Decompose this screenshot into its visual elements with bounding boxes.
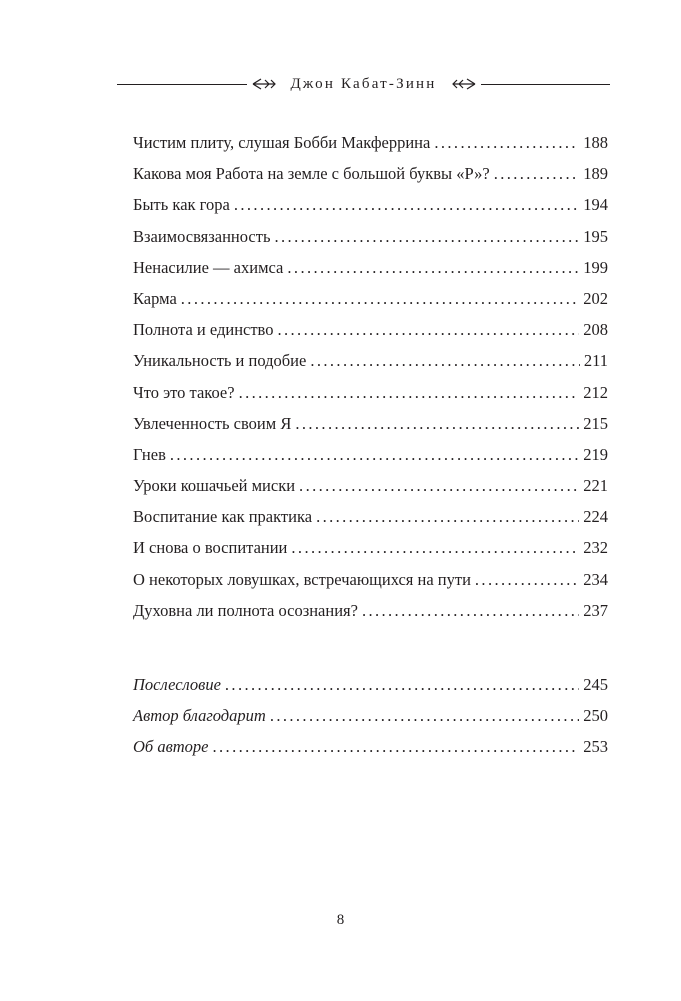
toc-dot-leader	[225, 675, 579, 695]
toc-dot-leader	[295, 414, 579, 434]
header-rule-right	[481, 84, 611, 85]
toc-dot-leader	[181, 289, 579, 309]
toc-dot-leader	[239, 383, 580, 403]
toc-dot-leader	[475, 570, 579, 590]
toc-entry[interactable]	[133, 164, 608, 195]
toc-entry-page: 250	[583, 706, 608, 726]
toc-backmatter-list	[133, 675, 608, 769]
toc-entry[interactable]	[133, 675, 608, 706]
left-arrow-ornament-icon	[251, 76, 277, 92]
toc-entry-page: 253	[583, 737, 608, 757]
toc-entry-title: Карма	[133, 288, 177, 308]
toc-entry-page: 208	[583, 320, 608, 340]
toc-dot-leader	[287, 258, 579, 278]
running-header	[117, 72, 610, 96]
toc-entry-title: Уникальность и подобие	[133, 351, 307, 371]
toc-entry-page: 215	[583, 413, 608, 433]
toc-entry-page: 221	[583, 476, 608, 496]
toc-dot-leader	[434, 133, 579, 153]
toc-entry-title: Автор благодарит	[133, 706, 266, 726]
toc-entry-page: 202	[583, 288, 608, 308]
running-header-author: Джон Кабат-Зинн	[290, 75, 437, 92]
toc-entry-title: Чистим плиту, слушая Бобби Макферрина	[133, 133, 431, 152]
toc-entry-title: Об авторе	[133, 737, 209, 757]
toc-entry[interactable]	[133, 706, 608, 737]
toc-entry[interactable]	[133, 227, 608, 258]
toc-entry[interactable]	[133, 476, 608, 507]
toc-entry-title: Взаимосвязанность	[133, 226, 271, 246]
toc-dot-leader	[362, 601, 579, 621]
toc-entry[interactable]	[133, 383, 608, 414]
toc-entry-title: Какова моя Работа на земле с большой буквы «Р»?	[133, 164, 490, 184]
toc-entry-page: 245	[583, 675, 608, 694]
toc-entry-page: 195	[583, 226, 608, 246]
toc-entry-page: 232	[583, 538, 608, 558]
toc-dot-leader	[494, 164, 580, 184]
toc-entry[interactable]	[133, 133, 608, 164]
toc-entry[interactable]	[133, 601, 608, 632]
toc-entry-page: 212	[583, 382, 608, 402]
toc-dot-leader	[234, 195, 579, 215]
toc-entry-title: О некоторых ловушках, встречающихся на пути	[133, 569, 471, 589]
toc-entry-title: Что это такое?	[133, 382, 235, 402]
right-arrow-ornament-icon	[451, 76, 477, 92]
toc-entry-title: Гнев	[133, 444, 166, 464]
page-number: 8	[336, 912, 345, 928]
toc-entry[interactable]	[133, 414, 608, 445]
toc-entry-title: И снова о воспитании	[133, 538, 288, 558]
toc-entry-title: Увлеченность своим Я	[133, 413, 292, 433]
toc-dot-leader	[275, 227, 580, 247]
toc-dot-leader	[213, 737, 580, 757]
toc-entry-page: 194	[583, 195, 608, 215]
toc-entry-title: Полнота и единство	[133, 320, 274, 340]
toc-entry-page: 188	[583, 133, 608, 152]
toc-entry-title: Уроки кошачьей миски	[133, 476, 296, 496]
toc-entry[interactable]	[133, 195, 608, 226]
toc-entry-page: 237	[583, 600, 608, 620]
toc-entry[interactable]	[133, 737, 608, 768]
toc-entry[interactable]	[133, 320, 608, 351]
toc-chapters-list	[133, 133, 608, 632]
toc-dot-leader	[277, 320, 579, 340]
toc-entry-page: 199	[583, 257, 608, 277]
toc-entry[interactable]	[133, 507, 608, 538]
toc-dot-leader	[310, 351, 580, 371]
toc-entry[interactable]	[133, 570, 608, 601]
toc-entry-page: 224	[583, 507, 608, 527]
toc-entry[interactable]	[133, 538, 608, 569]
toc-entry-page: 219	[583, 444, 608, 464]
toc-entry-title: Быть как гора	[133, 195, 230, 215]
toc-entry-title: Послесловие	[133, 675, 221, 694]
toc-dot-leader	[299, 476, 579, 496]
toc-entry[interactable]	[133, 258, 608, 289]
toc-entry-page: 189	[583, 164, 608, 184]
toc-entry-title: Ненасилие — ахимса	[133, 257, 284, 277]
toc-entry-title: Воспитание как практика	[133, 507, 313, 527]
header-rule-left	[117, 84, 247, 85]
toc-dot-leader	[170, 445, 579, 465]
toc-entry[interactable]	[133, 289, 608, 320]
toc-dot-leader	[270, 706, 579, 726]
toc-entry[interactable]	[133, 351, 608, 382]
toc-dot-leader	[291, 538, 579, 558]
toc-entry-title: Духовна ли полнота осознания?	[133, 600, 358, 620]
toc-entry-page: 234	[583, 569, 608, 589]
toc-dot-leader	[316, 507, 579, 527]
toc-entry-page: 211	[583, 351, 608, 371]
toc-entry[interactable]	[133, 445, 608, 476]
